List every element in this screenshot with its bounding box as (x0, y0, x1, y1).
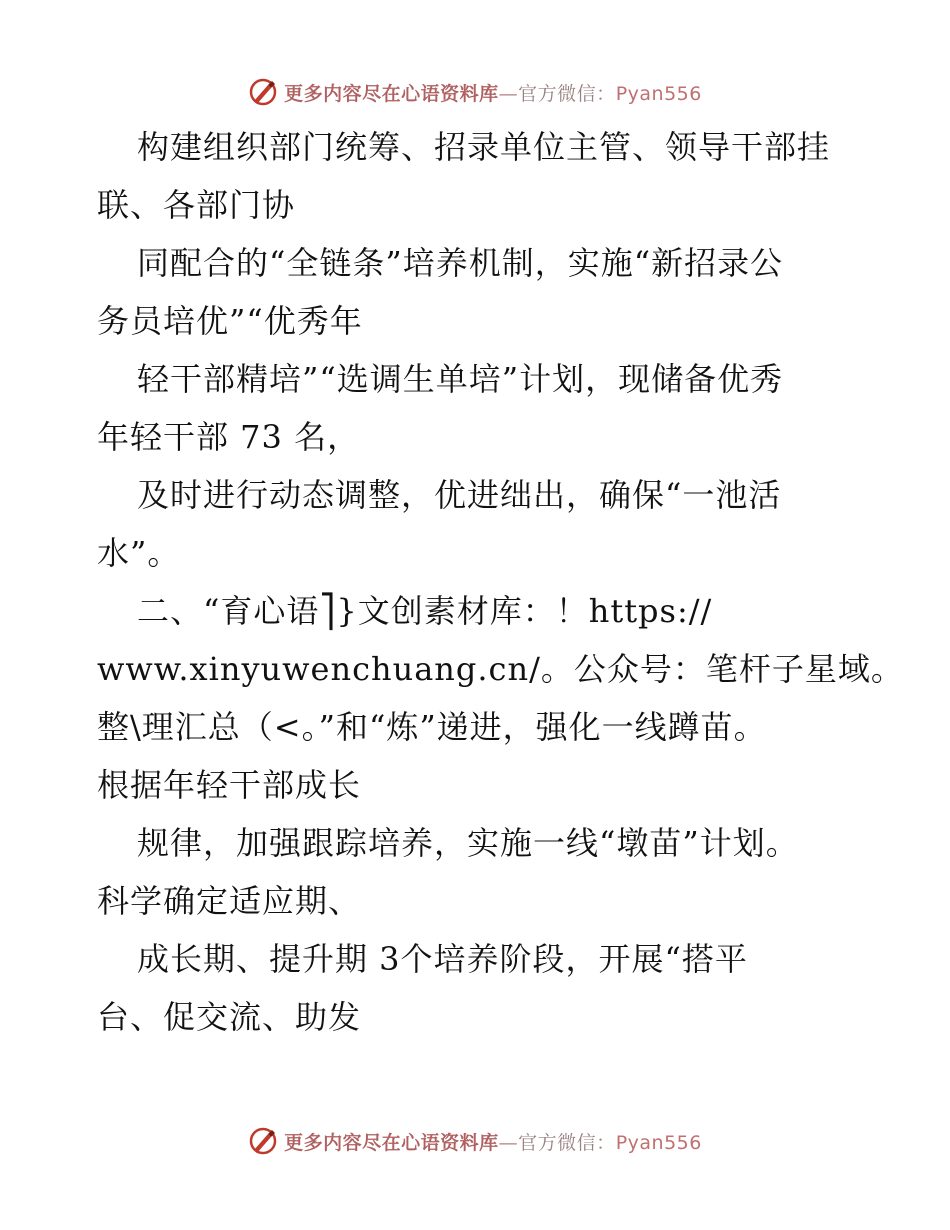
banner-separator: — (498, 1131, 519, 1154)
body-line: 科学确定适应期、 (97, 882, 362, 920)
body-line: 台、促交流、助发 (97, 998, 362, 1036)
pen-logo-icon (248, 1126, 278, 1156)
banner-account: Pyan556 (615, 1131, 702, 1154)
banner-main-text: 更多内容尽在心语资料库 (284, 82, 499, 105)
banner-wechat-label: 官方微信： (518, 1131, 616, 1154)
body-line: 根据年轻干部成长 (97, 766, 362, 804)
pen-logo-icon (248, 77, 278, 107)
body-line: 规律，加强跟踪培养，实施一线“墩苗”计划。 (137, 824, 799, 862)
banner-separator: — (498, 82, 519, 105)
body-line: 务员培优”“优秀年 (97, 302, 363, 340)
banner-wechat-label: 官方微信： (518, 82, 616, 105)
banner-account: Pyan556 (615, 82, 702, 105)
body-line: 及时进行动态调整，优进绌出，确保“一池活 (137, 476, 782, 514)
banner-main-text: 更多内容尽在心语资料库 (284, 1131, 499, 1154)
body-line: 年轻干部 73 名， (97, 418, 361, 456)
body-line: www.xinyuwenchuang.cn/。公众号：笔杆子星域。 (97, 650, 904, 688)
body-line: 联、各部门协 (97, 186, 296, 224)
body-line: 同配合的“全链条”培养机制，实施“新招录公 (137, 244, 784, 282)
document-body (97, 118, 904, 1046)
footer-banner (0, 1121, 950, 1161)
header-banner (0, 72, 950, 112)
body-line: 构建组织部门统筹、招录单位主管、领导干部挂 (137, 128, 831, 166)
body-line: 二、“育心语⎤}文创素材库：！https:// (137, 592, 713, 630)
body-line: 水”。 (97, 534, 181, 572)
body-line: 轻干部精培”“选调生单培”计划，现储备优秀 (137, 360, 784, 398)
body-line: 成长期、提升期 3个培养阶段，开展“搭平 (137, 940, 748, 978)
body-line: 整\理汇总（<。”和“炼”递进，强化一线蹲苗。 (97, 708, 767, 746)
